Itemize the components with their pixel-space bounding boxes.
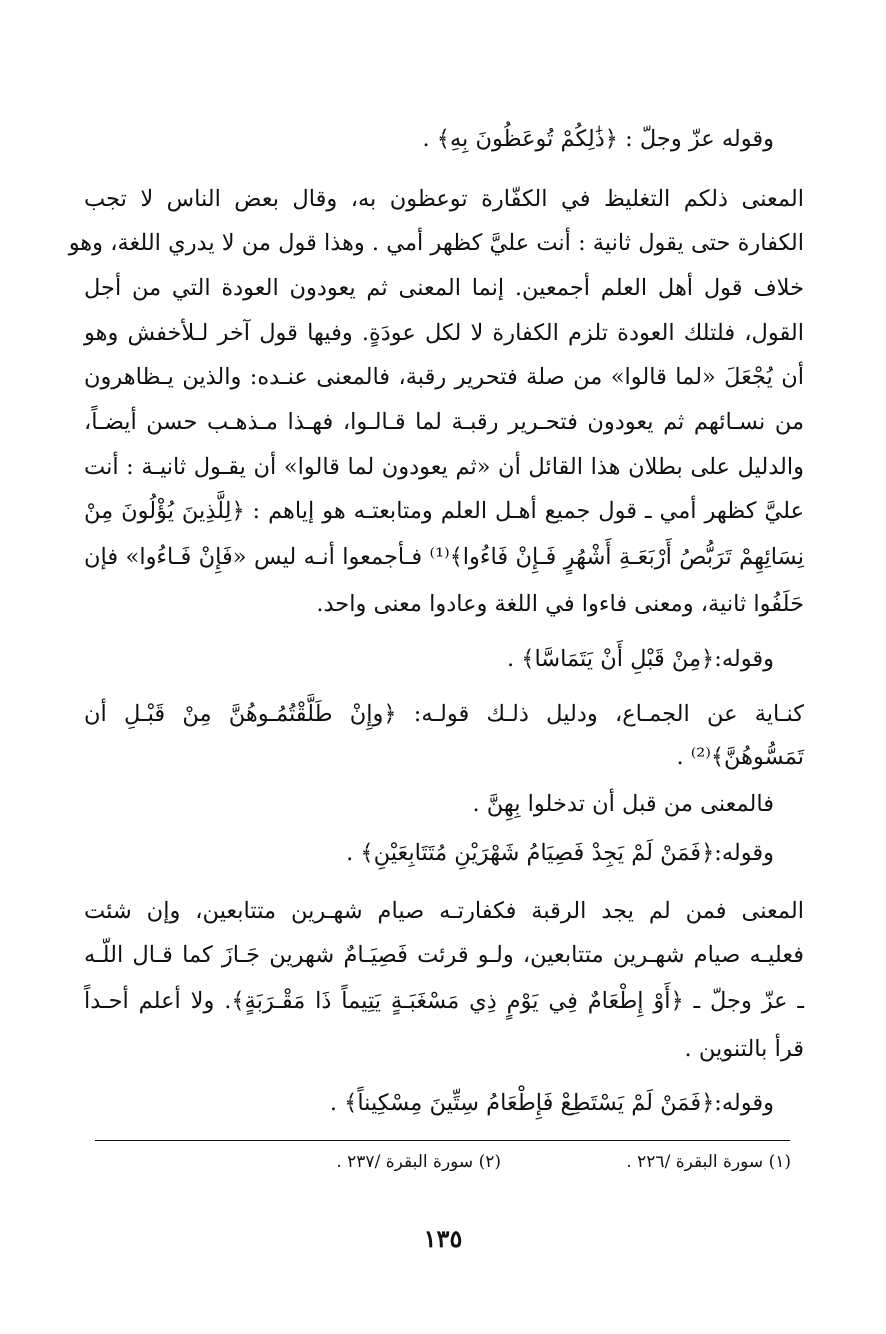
text-line: والدليل على بطلان هذا القائل أن «ثم يعودون لما قالوا» أن يقـول ثانيـة : أنت [84,454,804,480]
text-line: تَمَسُّوهُنَّ﴾⁽²⁾ . [676,744,804,770]
text-line: قرأ بالتنوين . [684,1036,804,1062]
text-line: نِسَائِهِمْ تَرَبُّصُ أَرْبَعَـةِ أَشْهُرٍ فَـإِنْ فَاءُوا﴾⁽¹⁾ فـأجمعوا أنـه ليس «فَإِنْ فَـاءُوا» فإن [84,544,804,570]
footnote-1: (١) سورة البقرة /٢٢٦ . [626,1152,791,1172]
text-line: أن يُجْعَلَ «لما قالوا» من صلة فتحرير رقبة، فالمعنى عنـده: والذين يـظاهرون [84,364,804,390]
text-line: عليَّ كظهر أمي ـ قول جميع أهـل العلم ومتابعتـه هو إياهم : ﴿لِلَّذِينَ يُؤْلُونَ مِنْ [84,498,804,524]
text-line: فالمعنى من قبل أن تدخلوا بِهِنَّ . [472,791,774,817]
footnote-2: (٢) سورة البقرة /٢٣٧ . [336,1152,501,1172]
text-line: حَلَفُوا ثانية، ومعنى فاءوا في اللغة وعادوا معنى واحد. [316,591,804,617]
text-line: من نسـائهم ثم يعودون فتحـرير رقبـة لما قـالـوا، فهـذا مـذهـب حسن أيضـاً، [84,409,804,435]
page-number: ١٣٥ [423,1224,463,1253]
text-line: وقوله عزّ وجلّ : ﴿ذَٰلِكُمْ تُوعَظُونَ بِهِ﴾ . [422,126,774,152]
text-line: المعنى فمن لم يجد الرقبة فكفارتـه صيام شهـرين متتابعين، وإن شئت [84,898,804,924]
text-line: وقوله:﴿فَمَنْ لَمْ يَسْتَطِعْ فَإِطْعَامُ سِتِّينَ مِسْكِيناً﴾ . [329,1090,774,1116]
text-line: القول، فلتلك العودة تلزم الكفارة لا لكل عودَةٍ. وفيها قول آخر لـلأخفش وهو [84,320,804,346]
text-line: وقوله:﴿مِنْ قَبْلِ أَنْ يَتَمَاسَّا﴾ . [506,646,774,672]
footnote-divider [95,1140,790,1141]
text-line: خلاف قول أهل العلم أجمعين. إنما المعنى ثم يعودون العودة التي من أجل [84,275,804,301]
text-line: فعليـه صيام شهـرين متتابعين، ولـو قرئت فَصِيَـامٌ شهرين جَـازَ كما قـال اللّـه [84,942,804,968]
text-line: وقوله:﴿فَمَنْ لَمْ يَجِدْ فَصِيَامُ شَهْرَيْنِ مُتَتَابِعَيْنِ﴾ . [346,840,774,866]
text-line: كنـاية عن الجمـاع، ودليل ذلـك قولـه: ﴿وإِنْ طَلَّقْتُمُـوهُنَّ مِنْ قَبْـلِ أن [84,701,804,727]
text-line: الكفارة حتى يقول ثانية : أنت عليَّ كظهر أمي . وهذا قول من لا يدري اللغة، وهو [68,230,804,256]
text-line: ـ عزّ وجلّ ـ ﴿أَوْ إِطْعَامٌ فِي يَوْمٍ ذِي مَسْغَبَـةٍ يَتِيماً ذَا مَقْـرَبَةٍ﴾. ولا أعلم أحـداً [84,988,804,1014]
text-line: المعنى ذلكم التغليظ في الكفّارة توعظون به، وقال بعض الناس لا تجب [84,186,804,212]
